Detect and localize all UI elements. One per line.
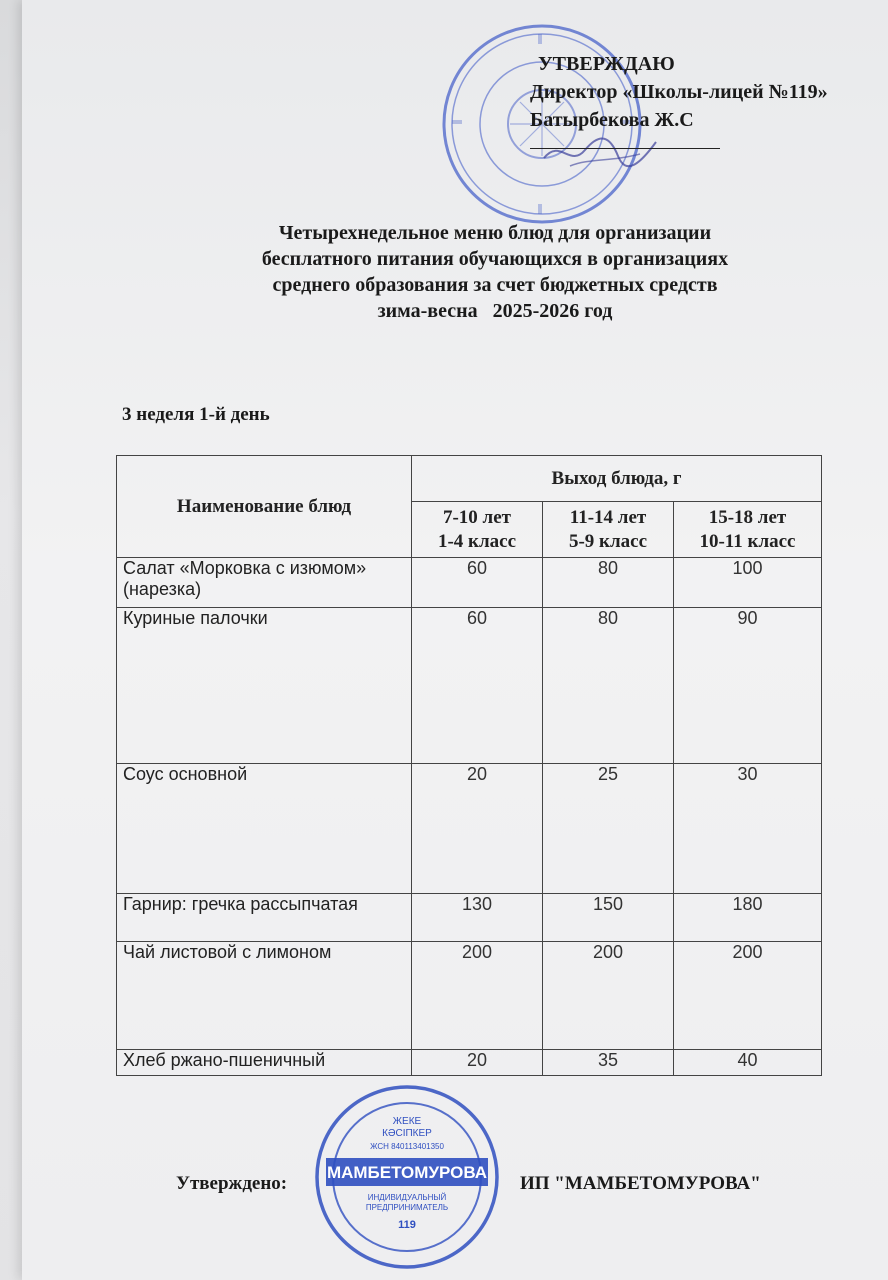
column-header-output: Выход блюда, г — [412, 456, 822, 502]
grade-range: 1-4 класс — [437, 530, 517, 552]
portion-value: 60 — [412, 608, 543, 764]
menu-table — [116, 455, 822, 1076]
heading-line-2: бесплатного питания обучающихся в организациях — [261, 248, 729, 270]
table-row — [117, 942, 822, 1050]
portion-value: 130 — [412, 894, 543, 942]
approval-position: Директор «Школы-лицей №119» — [530, 81, 828, 103]
portion-value: 80 — [543, 608, 674, 764]
age-range: 7-10 лет — [442, 506, 511, 528]
entrepreneur-name: ИП "МАМБЕТОМУРОВА" — [520, 1173, 761, 1194]
stamp-sub-2: ПРЕДПРИНИМАТЕЛЬ — [365, 1203, 449, 1212]
table-row — [117, 608, 822, 764]
approval-name: Батырбекова Ж.С — [530, 109, 694, 131]
document-heading — [130, 220, 860, 324]
age-range: 15-18 лет — [708, 506, 787, 528]
signature-line — [530, 148, 720, 149]
portion-value: 150 — [543, 894, 674, 942]
column-header-age-1 — [412, 502, 543, 558]
approval-block — [530, 50, 880, 149]
dish-name: Куриные палочки — [117, 608, 412, 764]
stamp-number: 119 — [398, 1219, 416, 1231]
portion-value: 180 — [674, 894, 822, 942]
dish-name: Соус основной — [117, 764, 412, 894]
dish-name: Хлеб ржано-пшеничный — [117, 1050, 412, 1076]
entrepreneur-stamp-icon — [312, 1082, 502, 1272]
portion-value: 200 — [412, 942, 543, 1050]
portion-value: 100 — [674, 558, 822, 608]
portion-value: 90 — [674, 608, 822, 764]
portion-value: 20 — [412, 1050, 543, 1076]
portion-value: 200 — [543, 942, 674, 1050]
column-header-age-3 — [674, 502, 822, 558]
portion-value: 20 — [412, 764, 543, 894]
dish-name: Салат «Морковка с изюмом» (нарезка) — [117, 558, 412, 608]
table-row — [117, 764, 822, 894]
dish-name: Гарнир: гречка рассыпчатая — [117, 894, 412, 942]
table-row — [117, 894, 822, 942]
stamp-line-1: ЖЕКЕ — [392, 1116, 422, 1127]
heading-line-4: зима-весна 2025-2026 год — [377, 300, 613, 322]
approved-label: Утверждено: — [176, 1173, 288, 1194]
approval-title: УТВЕРЖДАЮ — [538, 53, 675, 75]
column-header-dish: Наименование блюд — [117, 456, 412, 558]
table-row — [117, 1050, 822, 1076]
portion-value: 80 — [543, 558, 674, 608]
age-range: 11-14 лет — [569, 506, 647, 528]
table-row — [117, 558, 822, 608]
column-header-age-2 — [543, 502, 674, 558]
portion-value: 40 — [674, 1050, 822, 1076]
portion-value: 200 — [674, 942, 822, 1050]
stamp-name: МАМБЕТОМУРОВА — [326, 1163, 488, 1182]
portion-value: 60 — [412, 558, 543, 608]
stamp-sub-1: ИНДИВИДУАЛЬНЫЙ — [367, 1193, 447, 1202]
grade-range: 10-11 класс — [699, 530, 796, 552]
dish-name: Чай листовой с лимоном — [117, 942, 412, 1050]
stamp-id: ЖСН 840113401350 — [370, 1142, 444, 1151]
heading-line-1: Четырехнедельное меню блюд для организации — [278, 222, 712, 244]
heading-line-3: среднего образования за счет бюджетных средств — [272, 274, 718, 296]
portion-value: 35 — [543, 1050, 674, 1076]
grade-range: 5-9 класс — [568, 530, 648, 552]
table-header-row — [117, 456, 822, 502]
stamp-line-2: КӘСІПКЕР — [382, 1128, 432, 1139]
portion-value: 25 — [543, 764, 674, 894]
week-day-label: 3 неделя 1-й день — [122, 404, 270, 425]
portion-value: 30 — [674, 764, 822, 894]
